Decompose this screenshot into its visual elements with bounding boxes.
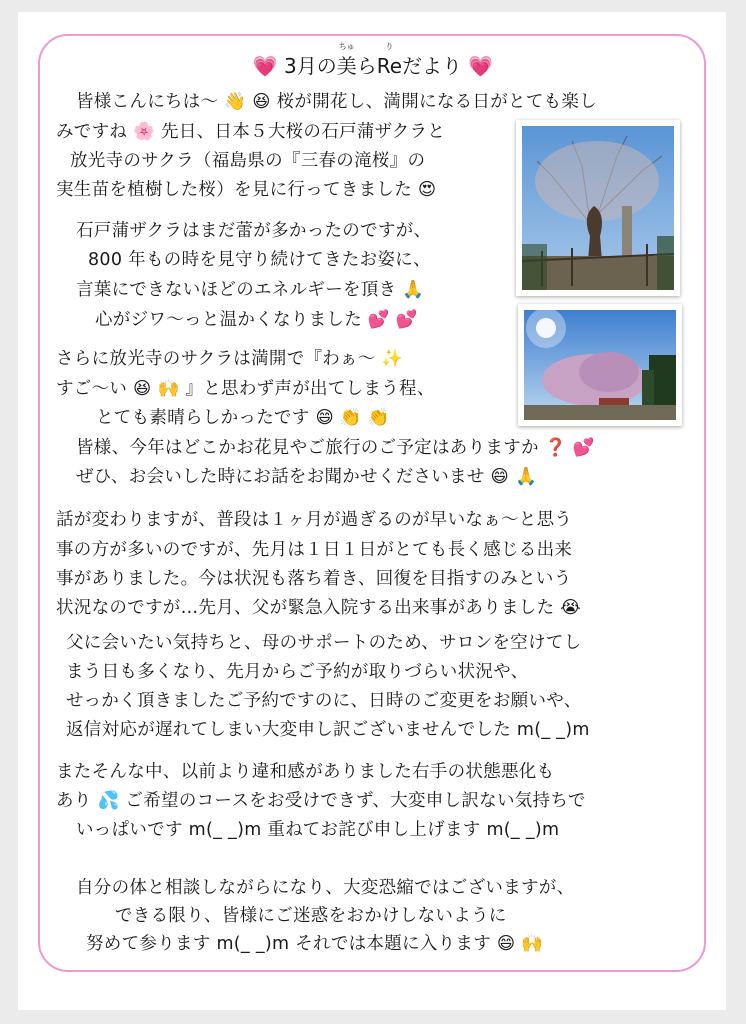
- text-line: すご〜い 😆 🙌 』と思わず声が出てしまう程、: [56, 379, 435, 399]
- text-line: まう日も多くなり、先月からご予約が取りづらい状況や、: [66, 662, 529, 682]
- text-line: 言葉にできないほどのエネルギーを頂き 🙏: [76, 280, 425, 300]
- text-line: ぜひ、お会いした時にお話をお聞かせくださいませ 😄 🙏: [76, 467, 538, 487]
- text-line: 皆様、今年はどこかお花見やご旅行のご予定はありますか ❓ 💕: [76, 438, 595, 458]
- text-line: できる限り、皆様にご迷惑をおかけしないように: [115, 906, 507, 926]
- text-line: いっぱいです m(_ _)m 重ねてお詫び申し上げます m(_ _)m: [76, 820, 560, 840]
- text-line: さらに放光寺のサクラは満開で『わぁ〜 ✨: [56, 349, 404, 369]
- text-line: 事がありました。今は状況も落ち着き、回復を目指すのみという: [56, 569, 572, 589]
- text-line: 返信対応が遅れてしまい大変申し訳ございませんでした m(_ _)m: [66, 720, 590, 740]
- text-line: 実生苗を植樹した桜）を見に行ってきました 😍: [56, 180, 437, 200]
- text-line: 自分の体と相談しながらになり、大変恐縮ではございますが、: [76, 878, 575, 898]
- text-line: せっかく頂きましたご予約ですのに、日時のご変更をお願いや、: [66, 691, 582, 711]
- text-line: 放光寺のサクラ（福島県の『三春の滝桜』の: [70, 151, 426, 171]
- newsletter-title: 💗 3月の ちゅ 美ら り Reだより 💗: [252, 42, 494, 78]
- text-line: またそんな中、以前より違和感がありました右手の状態悪化も: [56, 762, 555, 782]
- text-line: あり 💦 ご希望のコースをお受けできず、大変申し訳ない気持ちで: [56, 791, 586, 811]
- text-line: 事の方が多いのですが、先月は１日１日がとても長く感じる出来: [56, 540, 573, 560]
- text-line: 状況なのですが…先月、父が緊急入院する出来事がありました 😭: [56, 598, 582, 618]
- text-line: 石戸蒲ザクラはまだ蕾が多かったのですが、: [76, 221, 432, 241]
- text-line: 努めて参ります m(_ _)m それでは本題に入ります 😄 🙌: [86, 934, 544, 954]
- text-line: みですね 🌸 先日、日本５大桜の石戸蒲ザクラと: [56, 122, 446, 142]
- text-line: とても素晴らしかったです 😄 👏 👏: [96, 408, 390, 428]
- text-line: 800 年もの時を見守り続けてきたお姿に、: [88, 250, 431, 270]
- text-line: 皆様こんにちは〜 👋 😆 桜が開花し、満開になる日がとても楽し: [76, 92, 598, 112]
- text-line: 父に会いたい気持ちと、母のサポートのため、サロンを空けてし: [66, 633, 582, 653]
- cherry-tree-photo-2: [518, 304, 682, 426]
- text-line: 心がジワ〜っと温かくなりました 💕 💕: [95, 310, 418, 330]
- cherry-tree-photo-1: [516, 120, 680, 296]
- text-line: 話が変わりますが、普段は１ヶ月が過ぎるのが早いなぁ〜と思う: [56, 510, 573, 530]
